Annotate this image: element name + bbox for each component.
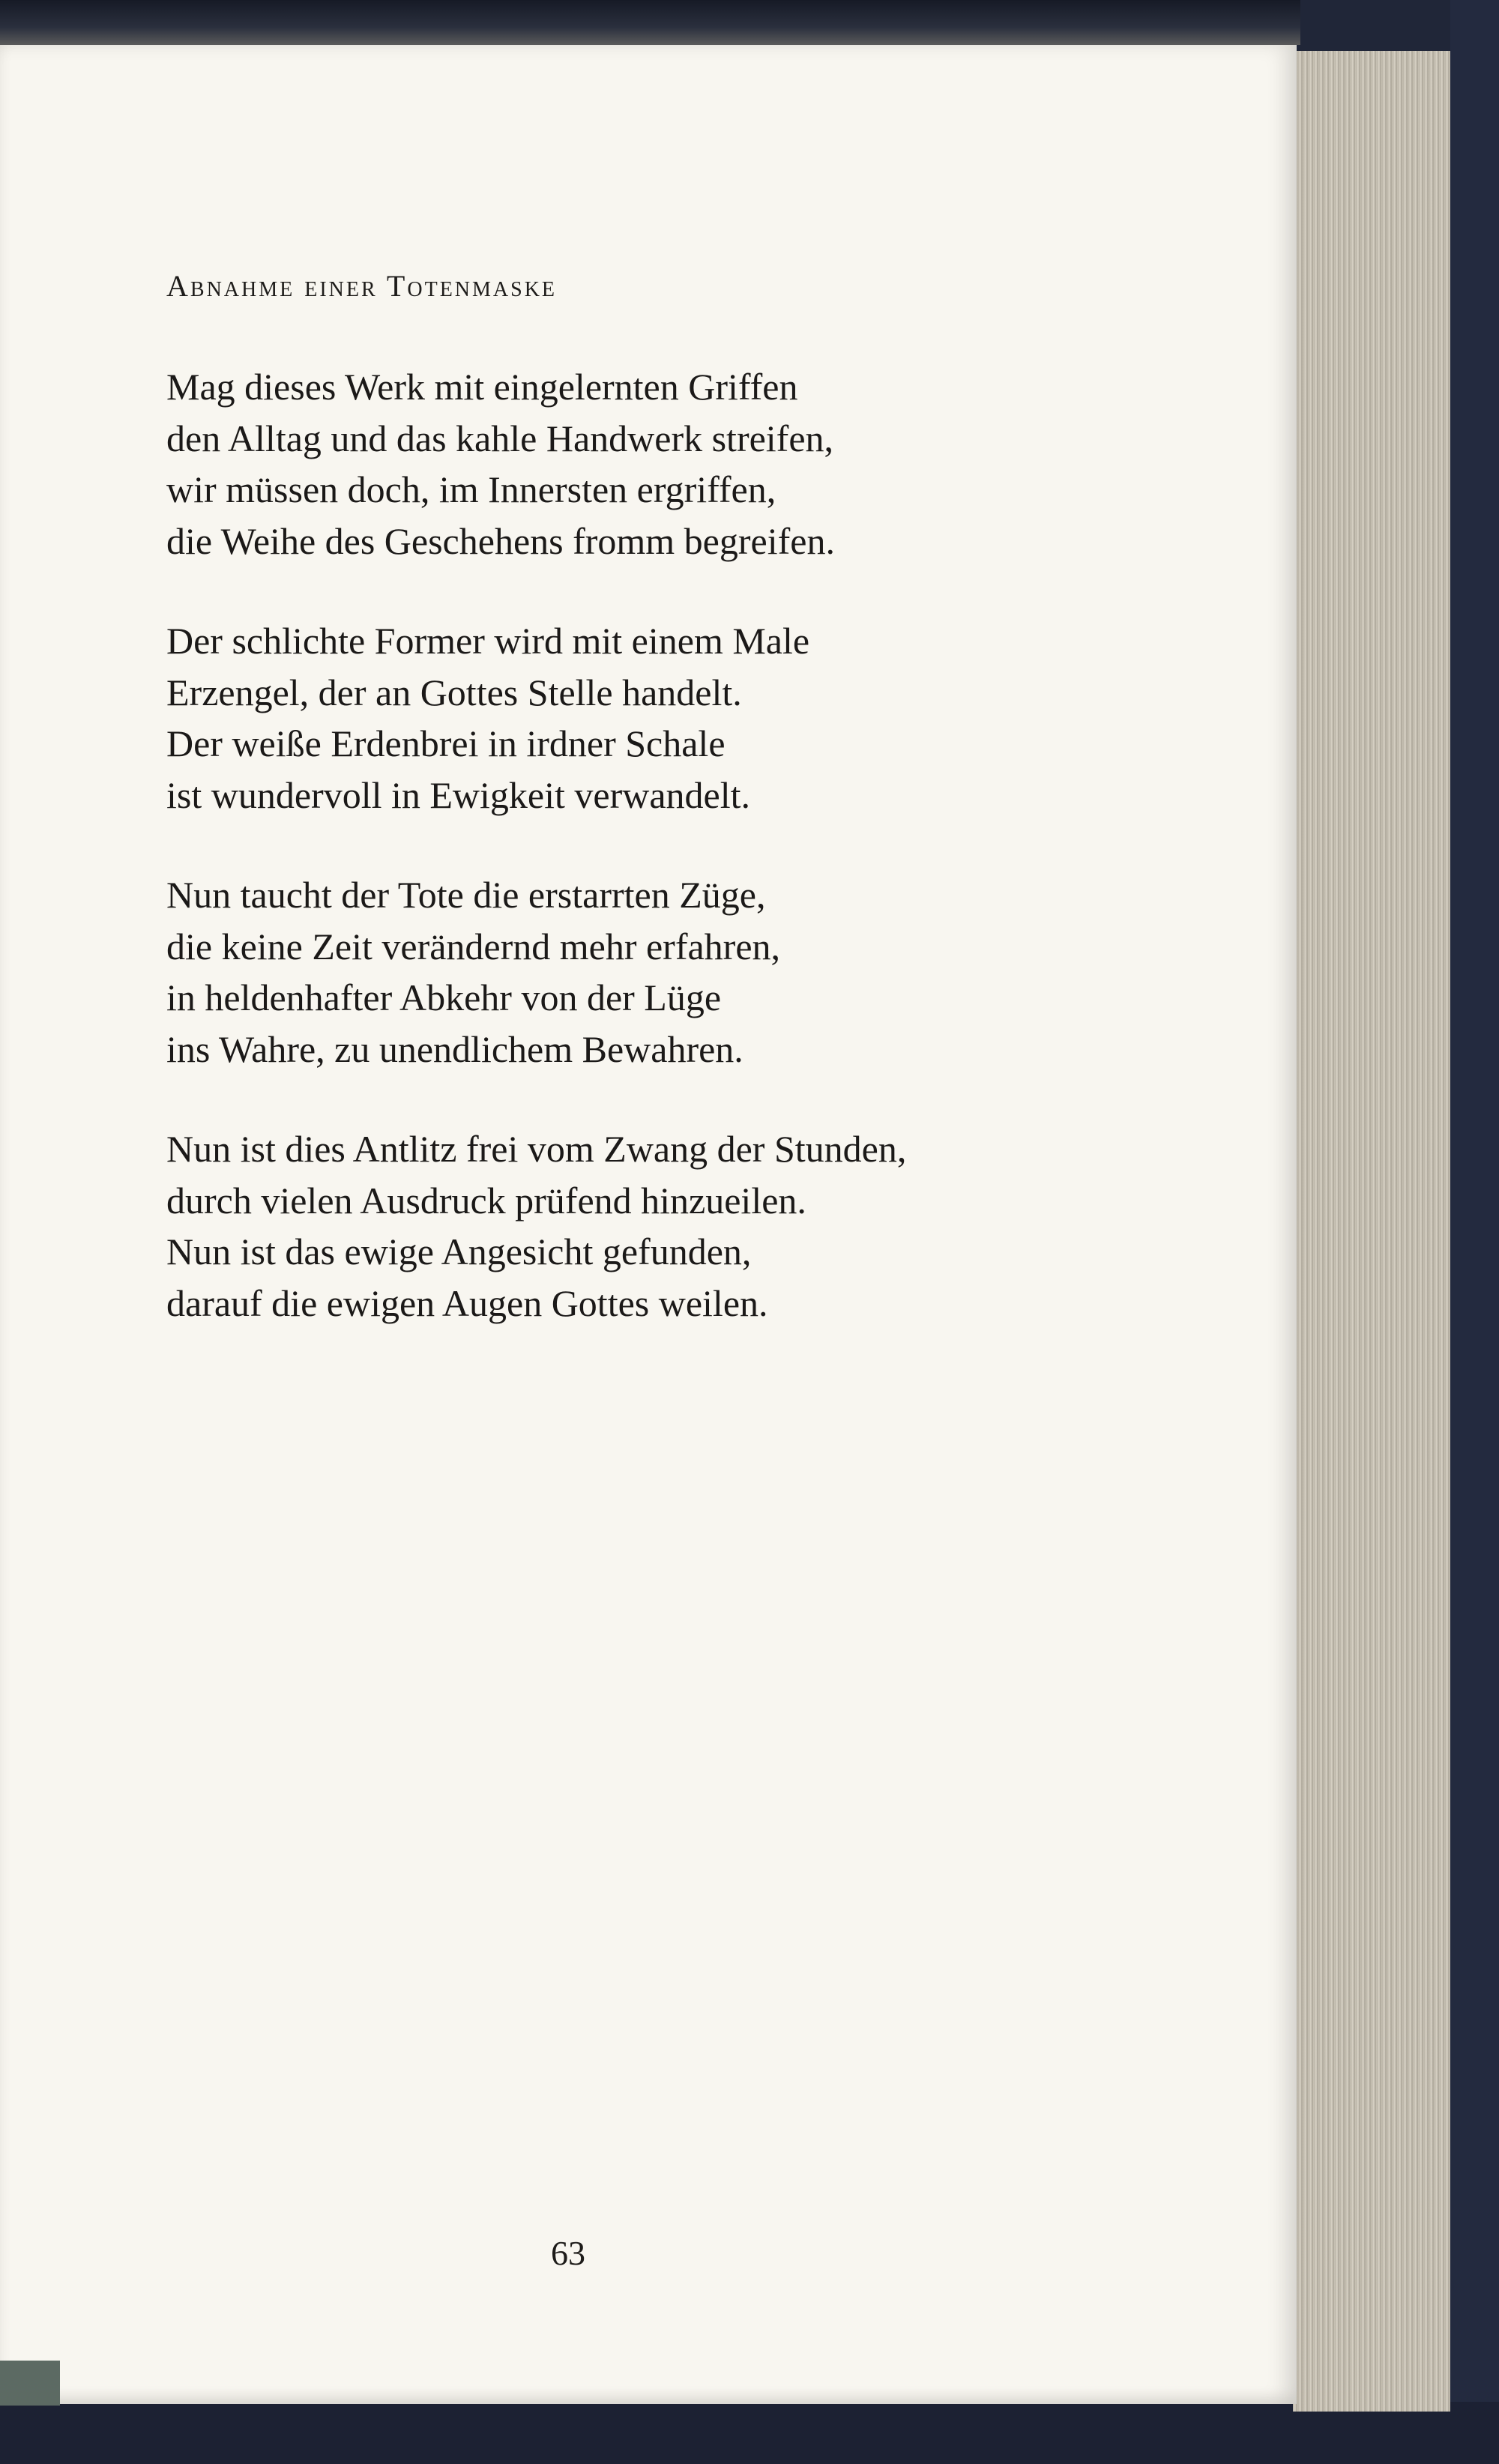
- book-cover-bottom: [0, 2402, 1499, 2464]
- poem-line: in heldenhafter Abkehr von der Lüge: [166, 976, 722, 1018]
- poem-title: Abnahme einer Totenmaske: [166, 269, 558, 303]
- poem-line: Mag dieses Werk mit eingelernten Griffen: [166, 366, 798, 408]
- poem-line: Erzengel, der an Gottes Stelle handelt.: [166, 671, 742, 713]
- poem-line: ist wundervoll in Ewigkeit verwandelt.: [166, 773, 751, 816]
- poem-line: den Alltag und das kahle Handwerk streifen,: [166, 417, 834, 459]
- poem-line: die Weihe des Geschehens fromm begreifen.: [166, 519, 835, 562]
- stanza-4: [166, 1123, 906, 1329]
- top-edge-shadow: [0, 0, 1300, 45]
- stanza-3: [166, 869, 906, 1075]
- stanza-2: [166, 615, 906, 821]
- poem-line: Nun ist das ewige Angesicht gefunden,: [166, 1231, 752, 1272]
- book-cover-corner: [0, 2361, 60, 2406]
- poem-line: Der weiße Erdenbrei in irdner Schale: [166, 722, 726, 764]
- poem-body: [166, 361, 906, 1377]
- poem-line: Der schlichte Former wird mit einem Male: [166, 620, 810, 662]
- page-number: 63: [551, 2234, 585, 2272]
- poem-line: Nun taucht der Tote die erstarrten Züge,: [166, 874, 766, 916]
- stanza-1: [166, 361, 906, 567]
- poem-line: Nun ist dies Antlitz frei vom Zwang der Stunden,: [166, 1128, 907, 1170]
- poem-line: ins Wahre, zu unendlichem Bewahren.: [166, 1027, 744, 1070]
- poem-line: durch vielen Ausdruck prüfend hinzueilen.: [166, 1179, 806, 1222]
- poem-line: darauf die ewigen Augen Gottes weilen.: [166, 1281, 768, 1324]
- book-page: [0, 45, 1297, 2404]
- poem-line: wir müssen doch, im Innersten ergriffen,: [166, 468, 776, 510]
- page-block-edges: [1293, 51, 1450, 2412]
- book-cover-binding: [1450, 0, 1499, 2464]
- poem-line: die keine Zeit verändernd mehr erfahren,: [166, 925, 781, 967]
